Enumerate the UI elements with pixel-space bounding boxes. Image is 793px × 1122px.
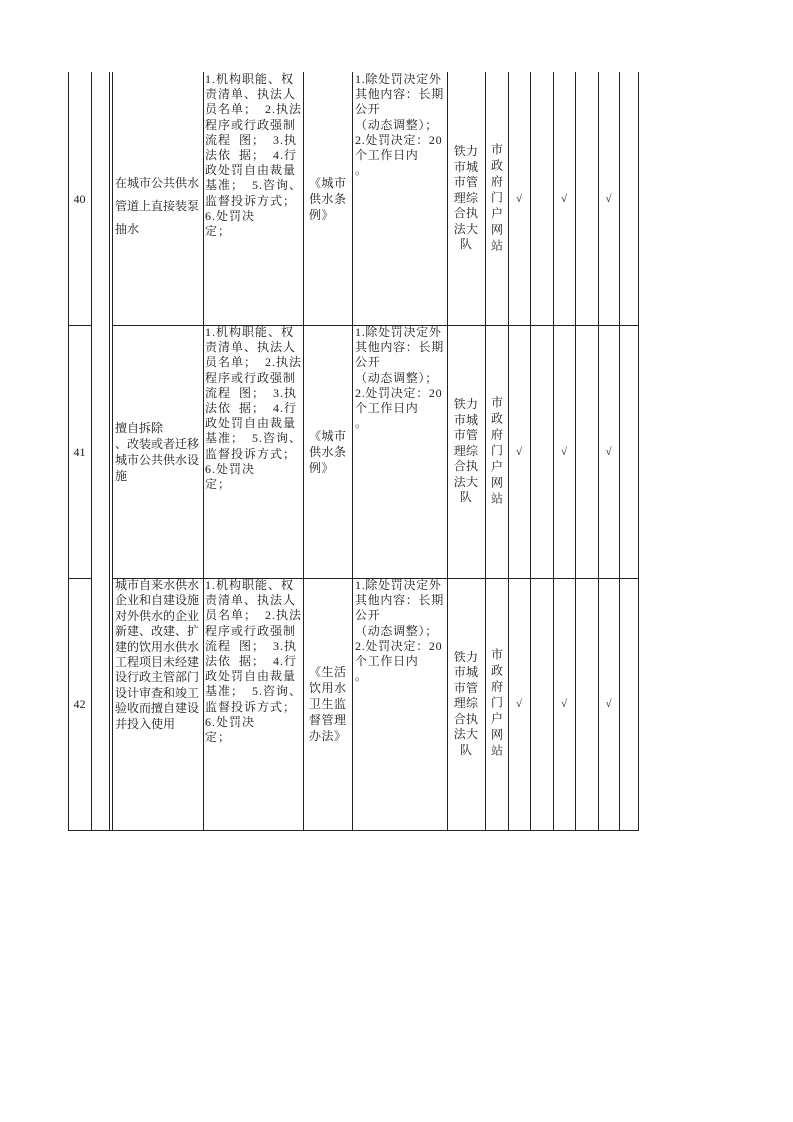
check-cell: [553, 325, 575, 578]
check-mark: √: [605, 192, 612, 205]
disclosure-channel-cell: [485, 578, 508, 830]
check-mark: √: [515, 698, 523, 710]
item-name: 擅自拆除 、改装或者迁移 城市公共供水设 施: [115, 420, 200, 483]
item-name-cell: [112, 578, 203, 830]
disclosure-time: 1.除处罚决定外 其他内容：长期 公开 （动态调整）； 2.处罚决定：20 个工作日内 。: [355, 72, 444, 178]
check-cell: [508, 72, 530, 325]
check-mark: √: [560, 192, 568, 205]
item-name-cell: [112, 325, 203, 578]
disclosure-channel: 市政府门户网站: [489, 142, 504, 255]
disclosure-basis-cell: [303, 325, 352, 578]
disclosure-content-cell: [203, 578, 303, 830]
disclosure-basis: 《城市 供水条 例》: [309, 428, 347, 475]
check-cell: [598, 325, 619, 578]
disclosure-channel-cell: [485, 72, 508, 325]
disclosure-content: 1.机构职能、权 责清单、执法人 员名单； 2.执法 程序或行政强制 流程 图； 3.执 法依 据； 4.行 政处罚自由裁量 基准； 5.咨询、 监督投诉方式； 6.处罚决 定；: [205, 72, 303, 239]
row-number-cell: [68, 578, 91, 830]
check-cell: [508, 578, 530, 830]
disclosure-time-cell: [352, 72, 447, 325]
row-number: 40: [73, 191, 86, 206]
table-row: [0, 578, 793, 830]
disclosure-time-cell: [352, 578, 447, 830]
row-number: 42: [73, 697, 86, 711]
check-mark: √: [560, 698, 568, 710]
check-mark: √: [515, 445, 523, 458]
disclosure-channel: 市政府门户网站: [489, 395, 504, 508]
disclosure-content-cell: [203, 325, 303, 578]
check-cell: [553, 578, 575, 830]
disclosure-subject: 铁力 市城 市管 理综 合执 法大 队: [453, 144, 479, 252]
table-row: [0, 72, 793, 325]
check-cell: [598, 72, 619, 325]
disclosure-time-cell: [352, 325, 447, 578]
item-name: 城市自来水供水 企业和自建设施 对外供水的企业 新建、改建、扩 建的饮用水供水 工程项目未经建 设行政主管部门 设计审查和竣工 验收而擅自建设 并投入使用: [115, 578, 200, 731]
disclosure-subject-cell: [447, 72, 485, 325]
table-row: [0, 325, 793, 578]
disclosure-subject: 铁力 市城 市管 理综 合执 法大 队: [453, 649, 479, 757]
check-cell: [508, 325, 530, 578]
item-name-cell: [112, 72, 203, 325]
disclosure-channel-cell: [485, 325, 508, 578]
disclosure-subject-cell: [447, 578, 485, 830]
disclosure-content: 1.机构职能、权 责清单、执法人 员名单； 2.执法 程序或行政强制 流程 图； 3.执 法依 据； 4.行 政处罚自由裁量 基准； 5.咨询、 监督投诉方式； 6.处罚决 定；: [205, 325, 303, 492]
table-border-line: [68, 830, 639, 831]
disclosure-content-cell: [203, 72, 303, 325]
check-cell: [598, 578, 619, 830]
check-mark: √: [560, 445, 568, 458]
disclosure-time: 1.除处罚决定外 其他内容：长期 公开 （动态调整）； 2.处罚决定：20 个工作日内 。: [355, 325, 444, 431]
disclosure-basis-cell: [303, 578, 352, 830]
disclosure-basis: 《城市 供水条 例》: [309, 175, 347, 222]
row-number: 41: [73, 444, 86, 459]
row-number-cell: [68, 72, 91, 325]
item-name: 在城市公共供水 管道上直接装泵 抽水: [115, 175, 200, 236]
check-mark: √: [605, 445, 612, 458]
disclosure-basis-cell: [303, 72, 352, 325]
check-mark: √: [605, 698, 612, 710]
check-cell: [553, 72, 575, 325]
disclosure-basis: 《生活 饮用水 卫生监 督管理 办法》: [309, 665, 347, 743]
disclosure-subject: 铁力 市城 市管 理综 合执 法大 队: [453, 397, 479, 505]
row-number-cell: [68, 325, 91, 578]
disclosure-content: 1.机构职能、权 责清单、执法人 员名单； 2.执法 程序或行政强制 流程 图； 3.执 法依 据； 4.行 政处罚自由裁量 基准； 5.咨询、 监督投诉方式； 6.处罚决 定；: [205, 578, 303, 745]
check-mark: √: [515, 192, 523, 205]
disclosure-subject-cell: [447, 325, 485, 578]
disclosure-time: 1.除处罚决定外 其他内容：长期 公开 （动态调整）； 2.处罚决定：20 个工作日内 。: [355, 578, 444, 684]
disclosure-channel: 市政府门户网站: [489, 648, 504, 760]
